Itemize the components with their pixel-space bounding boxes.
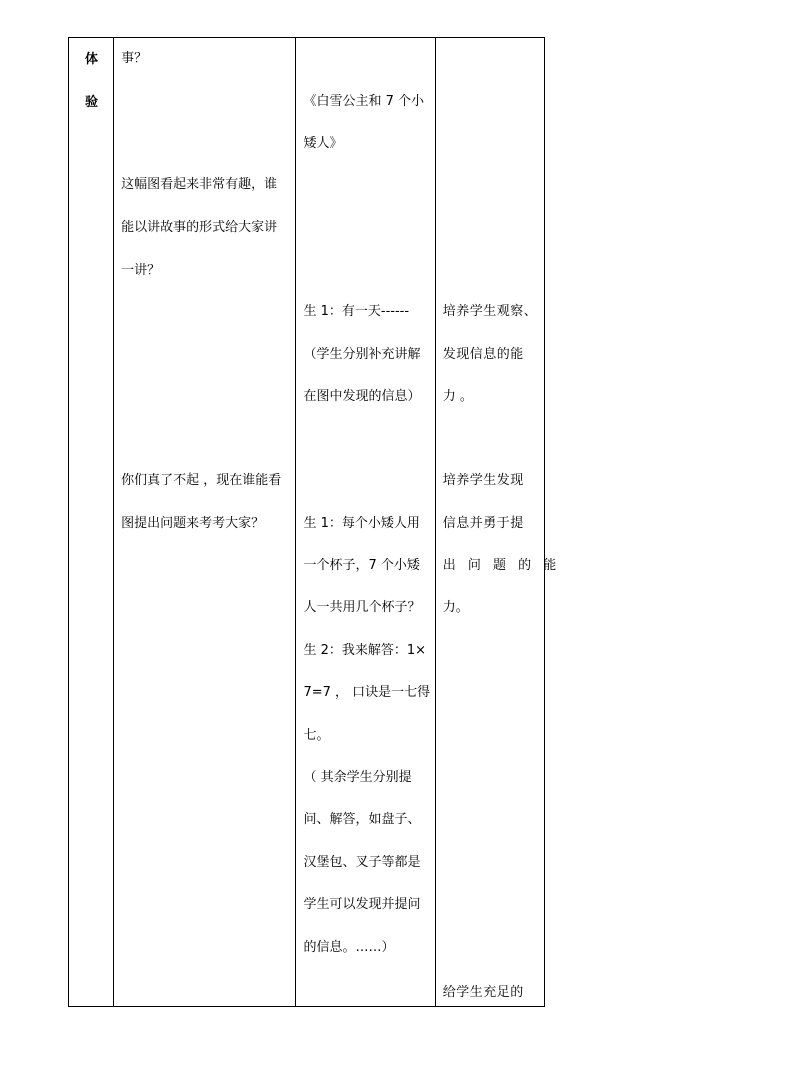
student-line: 《白雪公主和 7 个小 (303, 94, 425, 109)
student-line: 七。 (303, 728, 330, 743)
intent-line: 培养学生观察、 (442, 304, 538, 319)
student-line: 一个杯子，7 个小矮 (303, 558, 420, 573)
teacher-line: 这幅图看起来非常有趣，谁 (121, 177, 278, 192)
student-line: 矮人》 (303, 136, 343, 151)
teacher-line: 图提出问题来考考大家？ (121, 516, 265, 531)
teacher-line: 一讲？ (121, 263, 161, 278)
intent-line: 培养学生发现 (442, 473, 524, 488)
student-line: 在图中发现的信息） (303, 389, 421, 404)
table-row (69, 38, 545, 1007)
student-line: 7=7 ， 口诀是一七得 (303, 685, 431, 700)
student-line: 生 1：每个小矮人用 (303, 516, 420, 531)
intent-line: 发现信息的能 (442, 347, 524, 362)
intent-line: 力 。 (442, 389, 473, 404)
student-activity-cell (296, 38, 435, 1007)
section-label-char-1: 体 (85, 52, 99, 67)
student-line: 学生可以发现并提问 (303, 897, 421, 912)
teacher-line: 你们真了不起 ，现在谁能看 (121, 473, 282, 488)
intent-line: 出 问 题 的 能 (442, 558, 561, 573)
student-line: 的信息。……） (303, 940, 395, 955)
section-label-cell (69, 38, 114, 1007)
intent-line: 力。 (442, 600, 469, 615)
student-line: 生 1：有一天------ (303, 304, 410, 319)
student-line: （ 其余学生分别提 (303, 770, 412, 785)
teacher-line: 事？ (121, 51, 148, 66)
teacher-activity-cell (114, 38, 296, 1007)
student-line: 生 2：我来解答：1× (303, 643, 427, 658)
section-label-char-2: 验 (85, 95, 99, 110)
student-line: （学生分别补充讲解 (303, 347, 421, 362)
teacher-line: 能以讲故事的形式给大家讲 (121, 220, 278, 235)
intent-line: 信息并勇于提 (442, 516, 524, 531)
student-line: 人一共用几个杯子？ (303, 600, 421, 615)
student-line: 问、解答，如盘子、 (303, 812, 421, 827)
design-intent-cell (435, 38, 561, 1007)
lesson-plan-table (68, 37, 561, 1007)
intent-line: 给学生充足的 (442, 985, 524, 1000)
student-line: 汉堡包、叉子等都是 (303, 855, 421, 870)
